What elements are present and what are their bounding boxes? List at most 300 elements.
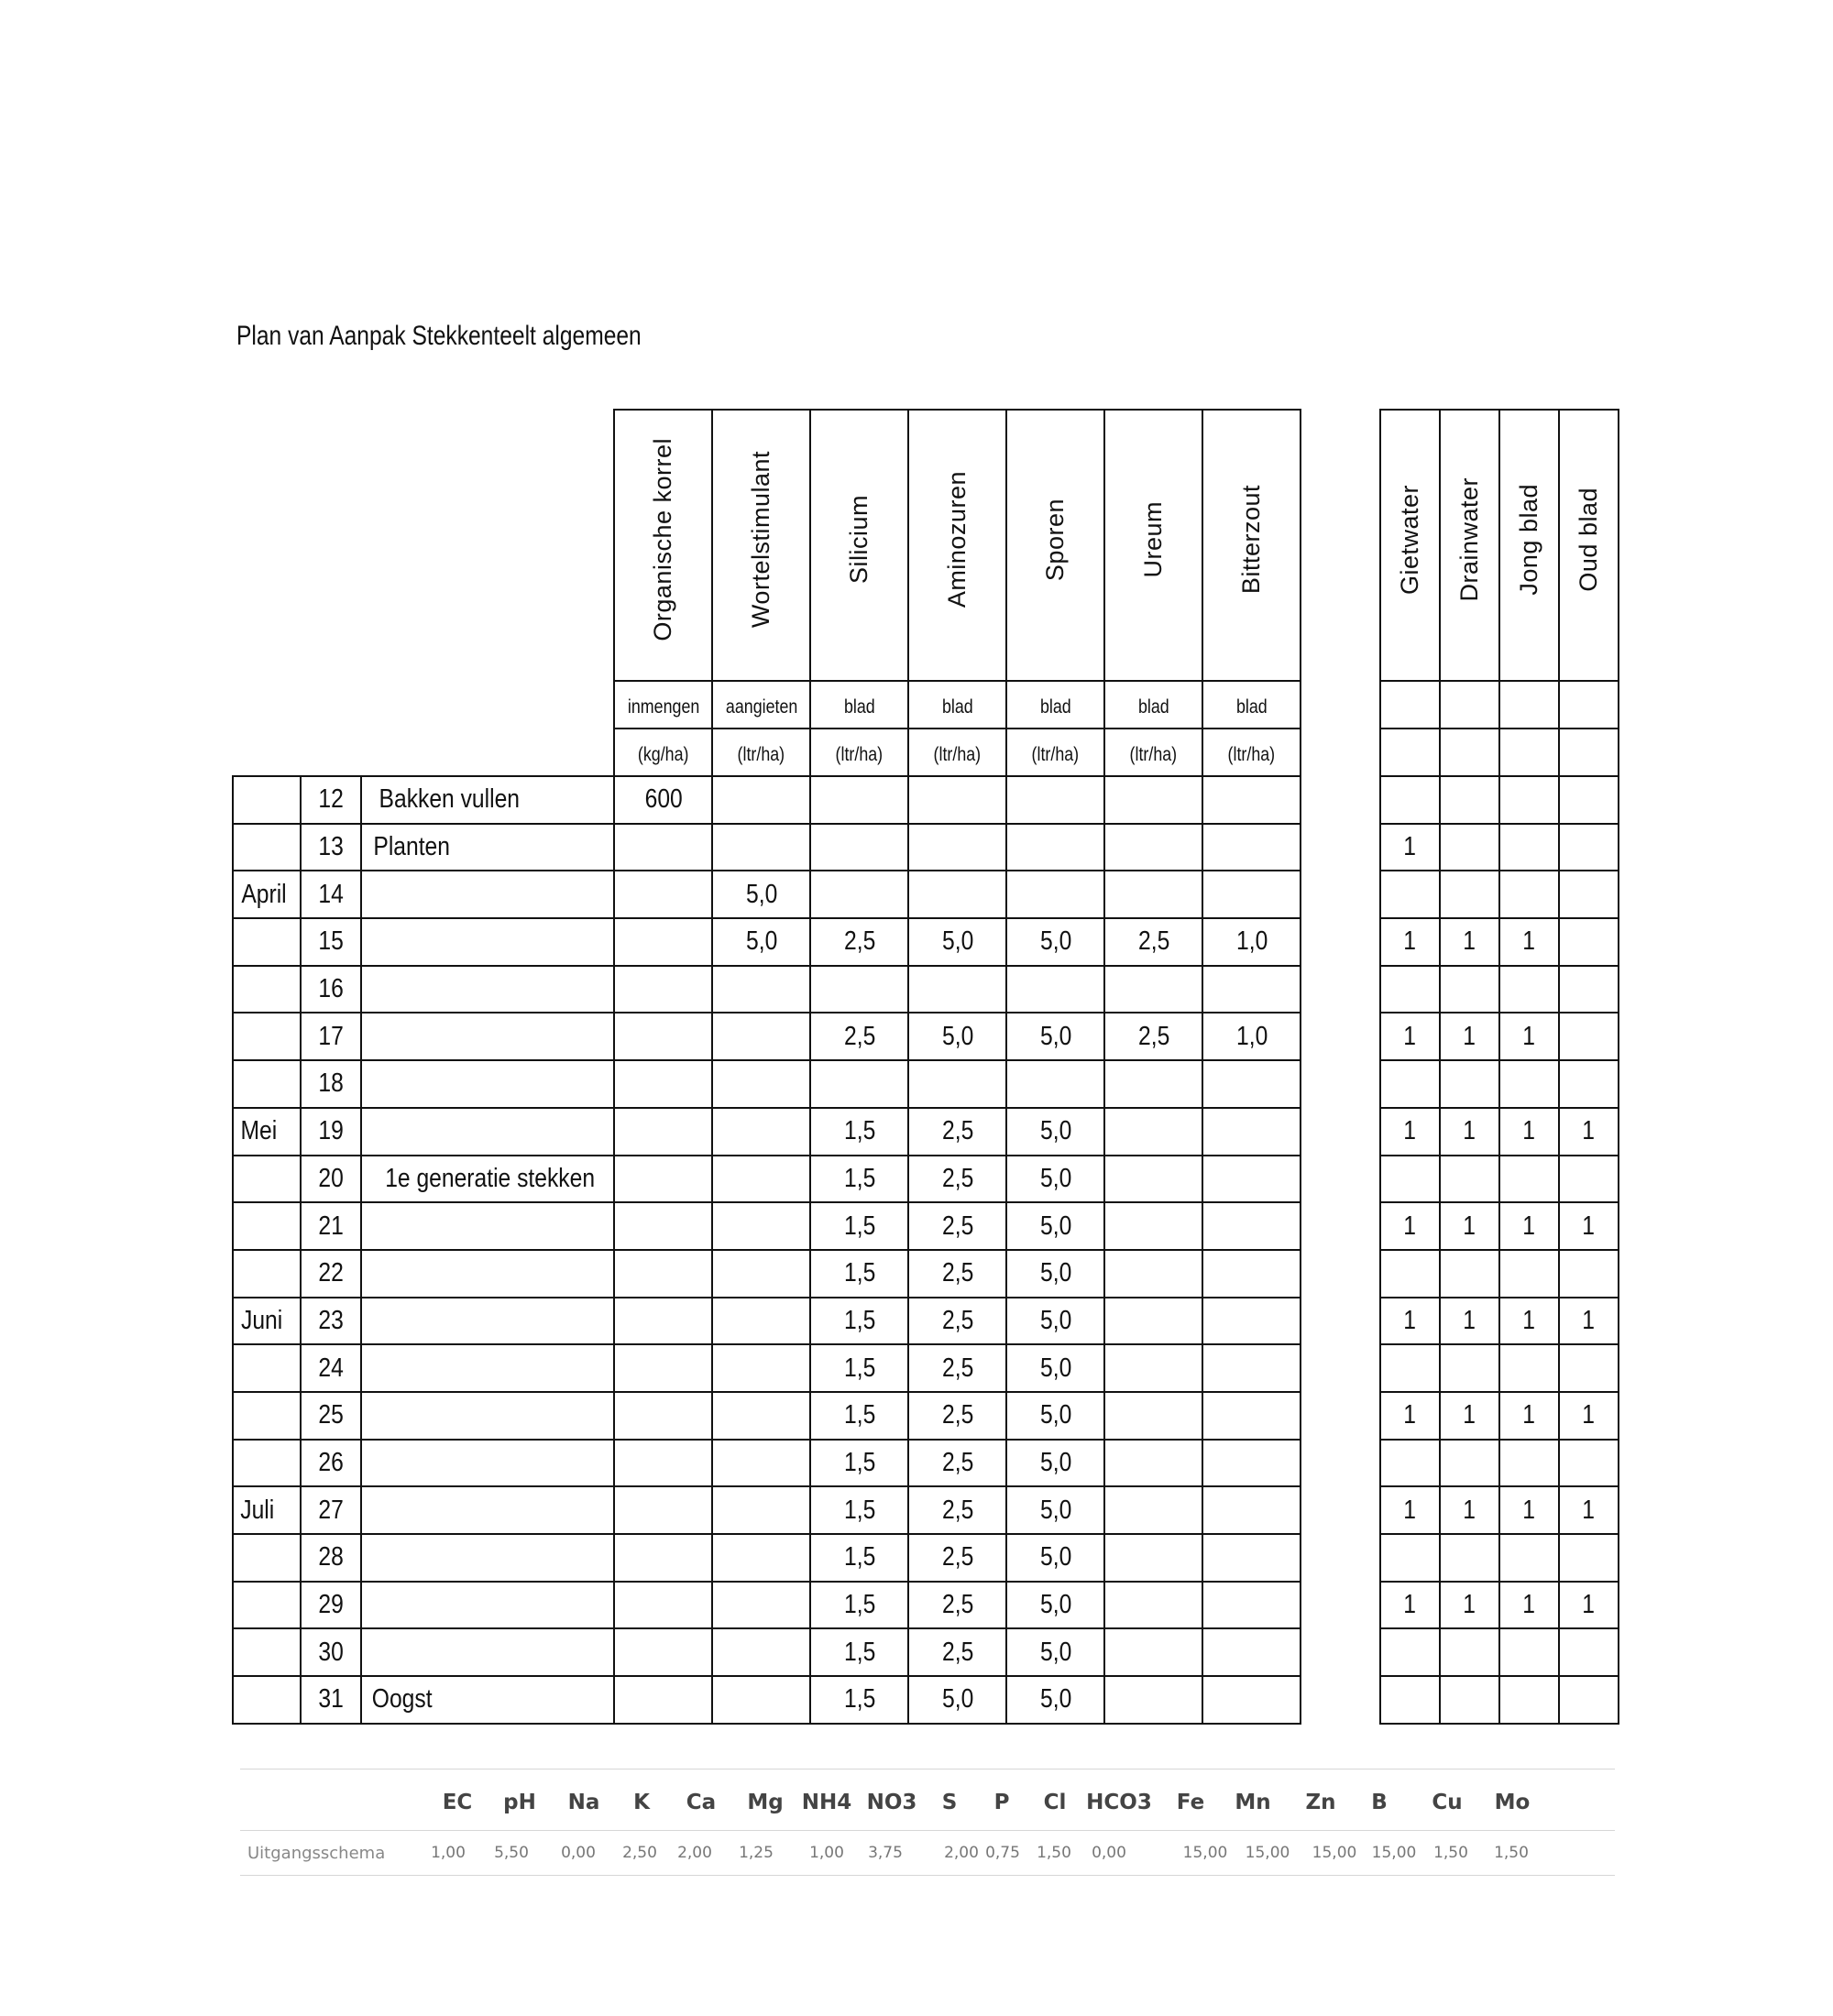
- value-text: 1,5: [843, 1116, 875, 1146]
- value-text: 5,0: [1039, 926, 1071, 957]
- side-value-cell: [1380, 776, 1440, 824]
- side-value-cell: [1499, 1013, 1559, 1060]
- side-value-cell: [1380, 1108, 1440, 1156]
- value-cell: [810, 1676, 908, 1724]
- value-cell: [1104, 776, 1202, 824]
- value-cell: [1006, 776, 1104, 824]
- analysis-header: P: [993, 1791, 1010, 1814]
- side-value-cell: [1559, 1628, 1619, 1676]
- side-value-cell: [1559, 1344, 1619, 1392]
- activity-cell: [361, 918, 614, 966]
- header-method-row: [233, 681, 1301, 729]
- side-value-cell: [1440, 1486, 1499, 1534]
- side-value-cell: [1440, 1582, 1499, 1629]
- value-text: 1,5: [843, 1590, 875, 1620]
- value-cell: [1104, 1060, 1202, 1108]
- value-cell: [810, 1628, 908, 1676]
- analysis-value: 0,00: [1092, 1844, 1126, 1862]
- week-cell: [301, 871, 361, 918]
- value-cell: [810, 1250, 908, 1298]
- side-value-cell: [1440, 1628, 1499, 1676]
- value-cell: [1104, 1628, 1202, 1676]
- month-cell: [233, 1344, 301, 1392]
- side-value-text: 1: [1522, 1495, 1536, 1525]
- side-table-row: [1380, 966, 1619, 1013]
- month-cell: [233, 776, 301, 824]
- activity-cell: [361, 1202, 614, 1250]
- week-number: 21: [318, 1211, 344, 1241]
- week-number: 27: [318, 1495, 344, 1525]
- column-method-text: blad: [941, 696, 973, 718]
- value-cell: [1202, 1392, 1301, 1440]
- week-cell: [301, 1298, 361, 1345]
- value-cell: [810, 918, 908, 966]
- month-cell: [233, 1392, 301, 1440]
- side-value-cell: [1440, 918, 1499, 966]
- activity-cell: [361, 1156, 614, 1203]
- value-cell: [712, 1108, 810, 1156]
- side-table-row: [1380, 1060, 1619, 1108]
- value-cell: [1006, 1344, 1104, 1392]
- analysis-value: 2,00: [944, 1844, 979, 1862]
- column-method: [712, 681, 810, 729]
- side-value-cell: [1499, 1202, 1559, 1250]
- value-cell: [1202, 824, 1301, 871]
- week-number: 26: [318, 1447, 344, 1477]
- week-number: 28: [318, 1542, 344, 1572]
- header-unit-row: [233, 729, 1301, 776]
- week-number: 22: [318, 1258, 344, 1288]
- value-text: 1,5: [843, 1542, 875, 1572]
- column-name: Ureum: [1139, 501, 1168, 578]
- value-text: 1,5: [843, 1495, 875, 1525]
- side-table-row: [1380, 1582, 1619, 1629]
- column-header: [1202, 410, 1301, 681]
- week-cell: [301, 1060, 361, 1108]
- week-number: 17: [318, 1021, 344, 1051]
- activity-label: Bakken vullen: [379, 784, 521, 815]
- side-value-cell: [1440, 1250, 1499, 1298]
- side-value-cell: [1559, 1250, 1619, 1298]
- column-unit: [908, 729, 1006, 776]
- column-method: [1006, 681, 1104, 729]
- column-header: [908, 410, 1006, 681]
- value-cell: [712, 1440, 810, 1487]
- side-value-cell: [1380, 966, 1440, 1013]
- value-text: 1,5: [843, 1447, 875, 1477]
- header-blank: [233, 729, 614, 776]
- value-cell: [908, 1202, 1006, 1250]
- activity-label: 1e generatie stekken: [385, 1163, 596, 1193]
- week-number: 31: [318, 1684, 344, 1715]
- side-table-row: [1380, 1013, 1619, 1060]
- value-text: 1,5: [843, 1163, 875, 1193]
- side-blank-cell: [1499, 681, 1559, 729]
- value-cell: [908, 1392, 1006, 1440]
- value-cell: [1202, 1156, 1301, 1203]
- side-value-text: 1: [1403, 926, 1417, 957]
- value-cell: [908, 966, 1006, 1013]
- value-cell: [810, 871, 908, 918]
- side-value-text: 1: [1403, 1305, 1417, 1335]
- value-cell: [908, 1060, 1006, 1108]
- side-value-cell: [1559, 1013, 1619, 1060]
- activity-cell: [361, 1486, 614, 1534]
- value-cell: [1104, 1013, 1202, 1060]
- week-cell: [301, 1486, 361, 1534]
- side-value-text: 1: [1403, 832, 1417, 862]
- value-cell: [1006, 1392, 1104, 1440]
- table-row: [233, 1298, 1301, 1345]
- value-cell: [1006, 1060, 1104, 1108]
- value-cell: [1104, 1392, 1202, 1440]
- value-cell: [1202, 1582, 1301, 1629]
- table-row: [233, 1534, 1301, 1582]
- analysis-header: NH4: [801, 1791, 852, 1814]
- value-cell: [1104, 1298, 1202, 1345]
- value-cell: [908, 1013, 1006, 1060]
- value-cell: [614, 918, 712, 966]
- month-cell: [233, 1298, 301, 1345]
- value-cell: [810, 1392, 908, 1440]
- table-row: [233, 776, 1301, 824]
- value-cell: [1202, 1676, 1301, 1724]
- analysis-header: K: [633, 1791, 650, 1814]
- value-cell: [908, 776, 1006, 824]
- column-header: [712, 410, 810, 681]
- value-text: 2,5: [941, 1590, 973, 1620]
- side-value-cell: [1559, 1060, 1619, 1108]
- value-cell: [810, 1108, 908, 1156]
- header-blank: [233, 410, 614, 681]
- week-cell: [301, 824, 361, 871]
- side-value-cell: [1559, 1534, 1619, 1582]
- side-value-cell: [1559, 824, 1619, 871]
- side-value-cell: [1380, 1060, 1440, 1108]
- side-table-row: [1380, 1534, 1619, 1582]
- month-label: Juli: [240, 1495, 275, 1525]
- value-text: 2,5: [1137, 926, 1169, 957]
- month-label: Juni: [240, 1305, 283, 1335]
- side-header-row: [1380, 410, 1619, 681]
- week-cell: [301, 1013, 361, 1060]
- value-cell: [810, 966, 908, 1013]
- analysis-value: 0,00: [561, 1844, 596, 1862]
- column-method-text: aangieten: [725, 696, 797, 718]
- side-column-header: [1440, 410, 1499, 681]
- table-row: [233, 918, 1301, 966]
- activity-cell: [361, 824, 614, 871]
- value-cell: [810, 1013, 908, 1060]
- value-cell: [614, 1156, 712, 1203]
- value-cell: [1006, 1250, 1104, 1298]
- value-cell: [1006, 1013, 1104, 1060]
- analysis-value: 1,25: [739, 1844, 774, 1862]
- analysis-value: 0,75: [985, 1844, 1020, 1862]
- side-value-cell: [1499, 1250, 1559, 1298]
- week-number: 19: [318, 1116, 344, 1146]
- side-value-cell: [1559, 1202, 1619, 1250]
- side-value-cell: [1499, 1156, 1559, 1203]
- week-number: 20: [318, 1163, 344, 1193]
- side-table-row: [1380, 1392, 1619, 1440]
- value-cell: [1006, 1486, 1104, 1534]
- value-text: 2,5: [843, 926, 875, 957]
- analysis-middle-rule: [240, 1830, 1615, 1831]
- column-unit: [1006, 729, 1104, 776]
- month-cell: [233, 1108, 301, 1156]
- activity-label: Oogst: [371, 1684, 433, 1715]
- analysis-header: pH: [503, 1791, 536, 1814]
- value-text: 1,5: [843, 1305, 875, 1335]
- side-value-text: 1: [1463, 1495, 1476, 1525]
- value-cell: [908, 1298, 1006, 1345]
- value-cell: [1104, 1440, 1202, 1487]
- value-cell: [1202, 1250, 1301, 1298]
- value-text: 2,5: [941, 1495, 973, 1525]
- month-label: Mei: [240, 1116, 278, 1146]
- side-value-cell: [1559, 1440, 1619, 1487]
- side-value-cell: [1380, 1628, 1440, 1676]
- analysis-value: 1,50: [1494, 1844, 1529, 1862]
- value-text: 2,5: [941, 1305, 973, 1335]
- value-cell: [614, 1582, 712, 1629]
- value-cell: [614, 1298, 712, 1345]
- analysis-value: 15,00: [1182, 1844, 1228, 1862]
- analysis-header: Cl: [1043, 1791, 1067, 1814]
- analysis-row-label: Uitgangsschema: [247, 1844, 386, 1863]
- column-name: Organische korrel: [649, 438, 677, 641]
- column-unit-text: (ltr/ha): [1227, 743, 1276, 765]
- table-row: [233, 1250, 1301, 1298]
- value-text: 2,5: [941, 1211, 973, 1241]
- month-label: April: [241, 879, 287, 909]
- value-text: 5,0: [745, 926, 777, 957]
- value-text: 5,0: [1039, 1258, 1071, 1288]
- analysis-value: 1,50: [1037, 1844, 1071, 1862]
- value-text: 5,0: [1039, 1684, 1071, 1715]
- side-value-text: 1: [1522, 1590, 1536, 1620]
- side-column-name: Drainwater: [1455, 477, 1483, 602]
- value-cell: [712, 1486, 810, 1534]
- analysis-header: Na: [567, 1791, 600, 1814]
- value-cell: [908, 1628, 1006, 1676]
- side-value-cell: [1559, 1156, 1619, 1203]
- side-value-text: 1: [1403, 1116, 1417, 1146]
- value-cell: [712, 966, 810, 1013]
- value-text: 5,0: [1039, 1163, 1071, 1193]
- value-cell: [614, 1534, 712, 1582]
- side-value-cell: [1499, 1392, 1559, 1440]
- side-value-cell: [1559, 1582, 1619, 1629]
- analysis-header: B: [1371, 1791, 1388, 1814]
- side-value-cell: [1499, 824, 1559, 871]
- column-unit: [1202, 729, 1301, 776]
- side-value-cell: [1499, 1060, 1559, 1108]
- analysis-header: S: [941, 1791, 958, 1814]
- value-text: 2,5: [941, 1163, 973, 1193]
- week-number: 18: [318, 1068, 344, 1099]
- activity-cell: [361, 1440, 614, 1487]
- value-cell: [810, 1156, 908, 1203]
- side-table-row: [1380, 776, 1619, 824]
- value-cell: [712, 1202, 810, 1250]
- analysis-value: 3,75: [868, 1844, 903, 1862]
- analysis-header: Ca: [686, 1791, 717, 1814]
- value-cell: [1104, 824, 1202, 871]
- value-text: 2,5: [843, 1021, 875, 1051]
- table-row: [233, 1060, 1301, 1108]
- side-value-text: 1: [1463, 1305, 1476, 1335]
- value-text: 5,0: [1039, 1305, 1071, 1335]
- value-cell: [712, 1344, 810, 1392]
- value-text: 5,0: [941, 926, 973, 957]
- value-cell: [908, 1582, 1006, 1629]
- column-method: [1104, 681, 1202, 729]
- side-table-row: [1380, 1298, 1619, 1345]
- value-text: 2,5: [941, 1447, 973, 1477]
- table-row: [233, 1108, 1301, 1156]
- column-unit-text: (ltr/ha): [737, 743, 785, 765]
- value-text: 1,5: [843, 1353, 875, 1383]
- value-cell: [1104, 1676, 1202, 1724]
- side-value-cell: [1440, 1298, 1499, 1345]
- value-cell: [1006, 871, 1104, 918]
- header-blank: [233, 681, 614, 729]
- side-value-cell: [1499, 1108, 1559, 1156]
- side-value-cell: [1440, 1534, 1499, 1582]
- side-value-cell: [1380, 1202, 1440, 1250]
- week-cell: [301, 1250, 361, 1298]
- value-text: 5,0: [1039, 1590, 1071, 1620]
- month-cell: [233, 871, 301, 918]
- side-value-cell: [1559, 1676, 1619, 1724]
- value-text: 1,0: [1235, 1021, 1268, 1051]
- value-cell: [1202, 1298, 1301, 1345]
- side-column-header: [1499, 410, 1559, 681]
- value-cell: [1202, 1013, 1301, 1060]
- side-header-blank-row: [1380, 729, 1619, 776]
- side-value-cell: [1559, 1392, 1619, 1440]
- side-column-header: [1380, 410, 1440, 681]
- value-cell: [1202, 776, 1301, 824]
- value-text: 5,0: [1039, 1353, 1071, 1383]
- value-cell: [810, 1486, 908, 1534]
- plan-table: [232, 409, 1301, 1725]
- value-cell: [1006, 824, 1104, 871]
- week-number: 30: [318, 1637, 344, 1667]
- column-unit-text: (ltr/ha): [835, 743, 884, 765]
- side-table-row: [1380, 1628, 1619, 1676]
- side-blank-cell: [1380, 681, 1440, 729]
- value-cell: [614, 966, 712, 1013]
- value-cell: [712, 1250, 810, 1298]
- column-method: [810, 681, 908, 729]
- value-cell: [1104, 1534, 1202, 1582]
- side-value-text: 1: [1582, 1495, 1596, 1525]
- week-number: 12: [318, 784, 344, 815]
- value-cell: [1104, 1486, 1202, 1534]
- side-value-cell: [1380, 1013, 1440, 1060]
- value-text: 1,5: [843, 1637, 875, 1667]
- side-value-cell: [1380, 1582, 1440, 1629]
- activity-cell: [361, 1392, 614, 1440]
- week-cell: [301, 1202, 361, 1250]
- side-value-cell: [1440, 1392, 1499, 1440]
- column-method-text: blad: [1039, 696, 1071, 718]
- value-cell: [1202, 871, 1301, 918]
- side-table-row: [1380, 871, 1619, 918]
- side-table-row: [1380, 1486, 1619, 1534]
- value-cell: [1104, 871, 1202, 918]
- side-header-blank-row: [1380, 681, 1619, 729]
- month-cell: [233, 966, 301, 1013]
- value-cell: [1006, 1202, 1104, 1250]
- value-text: 2,5: [941, 1637, 973, 1667]
- side-value-cell: [1559, 871, 1619, 918]
- value-cell: [908, 1486, 1006, 1534]
- side-value-cell: [1499, 1676, 1559, 1724]
- value-cell: [614, 776, 712, 824]
- value-cell: [908, 1534, 1006, 1582]
- side-value-cell: [1440, 871, 1499, 918]
- column-header: [1006, 410, 1104, 681]
- value-text: 5,0: [745, 879, 777, 909]
- week-cell: [301, 1582, 361, 1629]
- side-value-text: 1: [1463, 1590, 1476, 1620]
- activity-cell: [361, 1344, 614, 1392]
- table-row: [233, 1676, 1301, 1724]
- side-value-text: 1: [1522, 1116, 1536, 1146]
- value-cell: [908, 1676, 1006, 1724]
- side-value-cell: [1380, 1298, 1440, 1345]
- value-cell: [1104, 918, 1202, 966]
- side-value-cell: [1499, 776, 1559, 824]
- value-cell: [810, 1202, 908, 1250]
- value-cell: [908, 1440, 1006, 1487]
- analysis-header: EC: [442, 1791, 473, 1814]
- side-value-cell: [1499, 871, 1559, 918]
- value-cell: [1006, 1534, 1104, 1582]
- table-row: [233, 1202, 1301, 1250]
- value-cell: [1202, 1628, 1301, 1676]
- table-row: [233, 824, 1301, 871]
- value-cell: [1202, 1060, 1301, 1108]
- side-value-cell: [1380, 824, 1440, 871]
- side-table-row: [1380, 1250, 1619, 1298]
- table-row: [233, 871, 1301, 918]
- month-cell: [233, 918, 301, 966]
- column-unit: [614, 729, 712, 776]
- month-cell: [233, 1060, 301, 1108]
- value-text: 1,5: [843, 1400, 875, 1430]
- week-cell: [301, 1628, 361, 1676]
- value-cell: [1202, 918, 1301, 966]
- side-value-text: 1: [1582, 1211, 1596, 1241]
- column-method-text: blad: [843, 696, 875, 718]
- side-value-cell: [1499, 1344, 1559, 1392]
- side-value-cell: [1559, 966, 1619, 1013]
- column-unit: [1104, 729, 1202, 776]
- week-cell: [301, 1676, 361, 1724]
- side-value-cell: [1380, 1156, 1440, 1203]
- side-column-name: Oud blad: [1575, 488, 1602, 592]
- column-header: [614, 410, 712, 681]
- side-table-row: [1380, 1108, 1619, 1156]
- side-value-text: 1: [1463, 1021, 1476, 1051]
- value-cell: [1202, 1534, 1301, 1582]
- analysis-table: [240, 1769, 1615, 1876]
